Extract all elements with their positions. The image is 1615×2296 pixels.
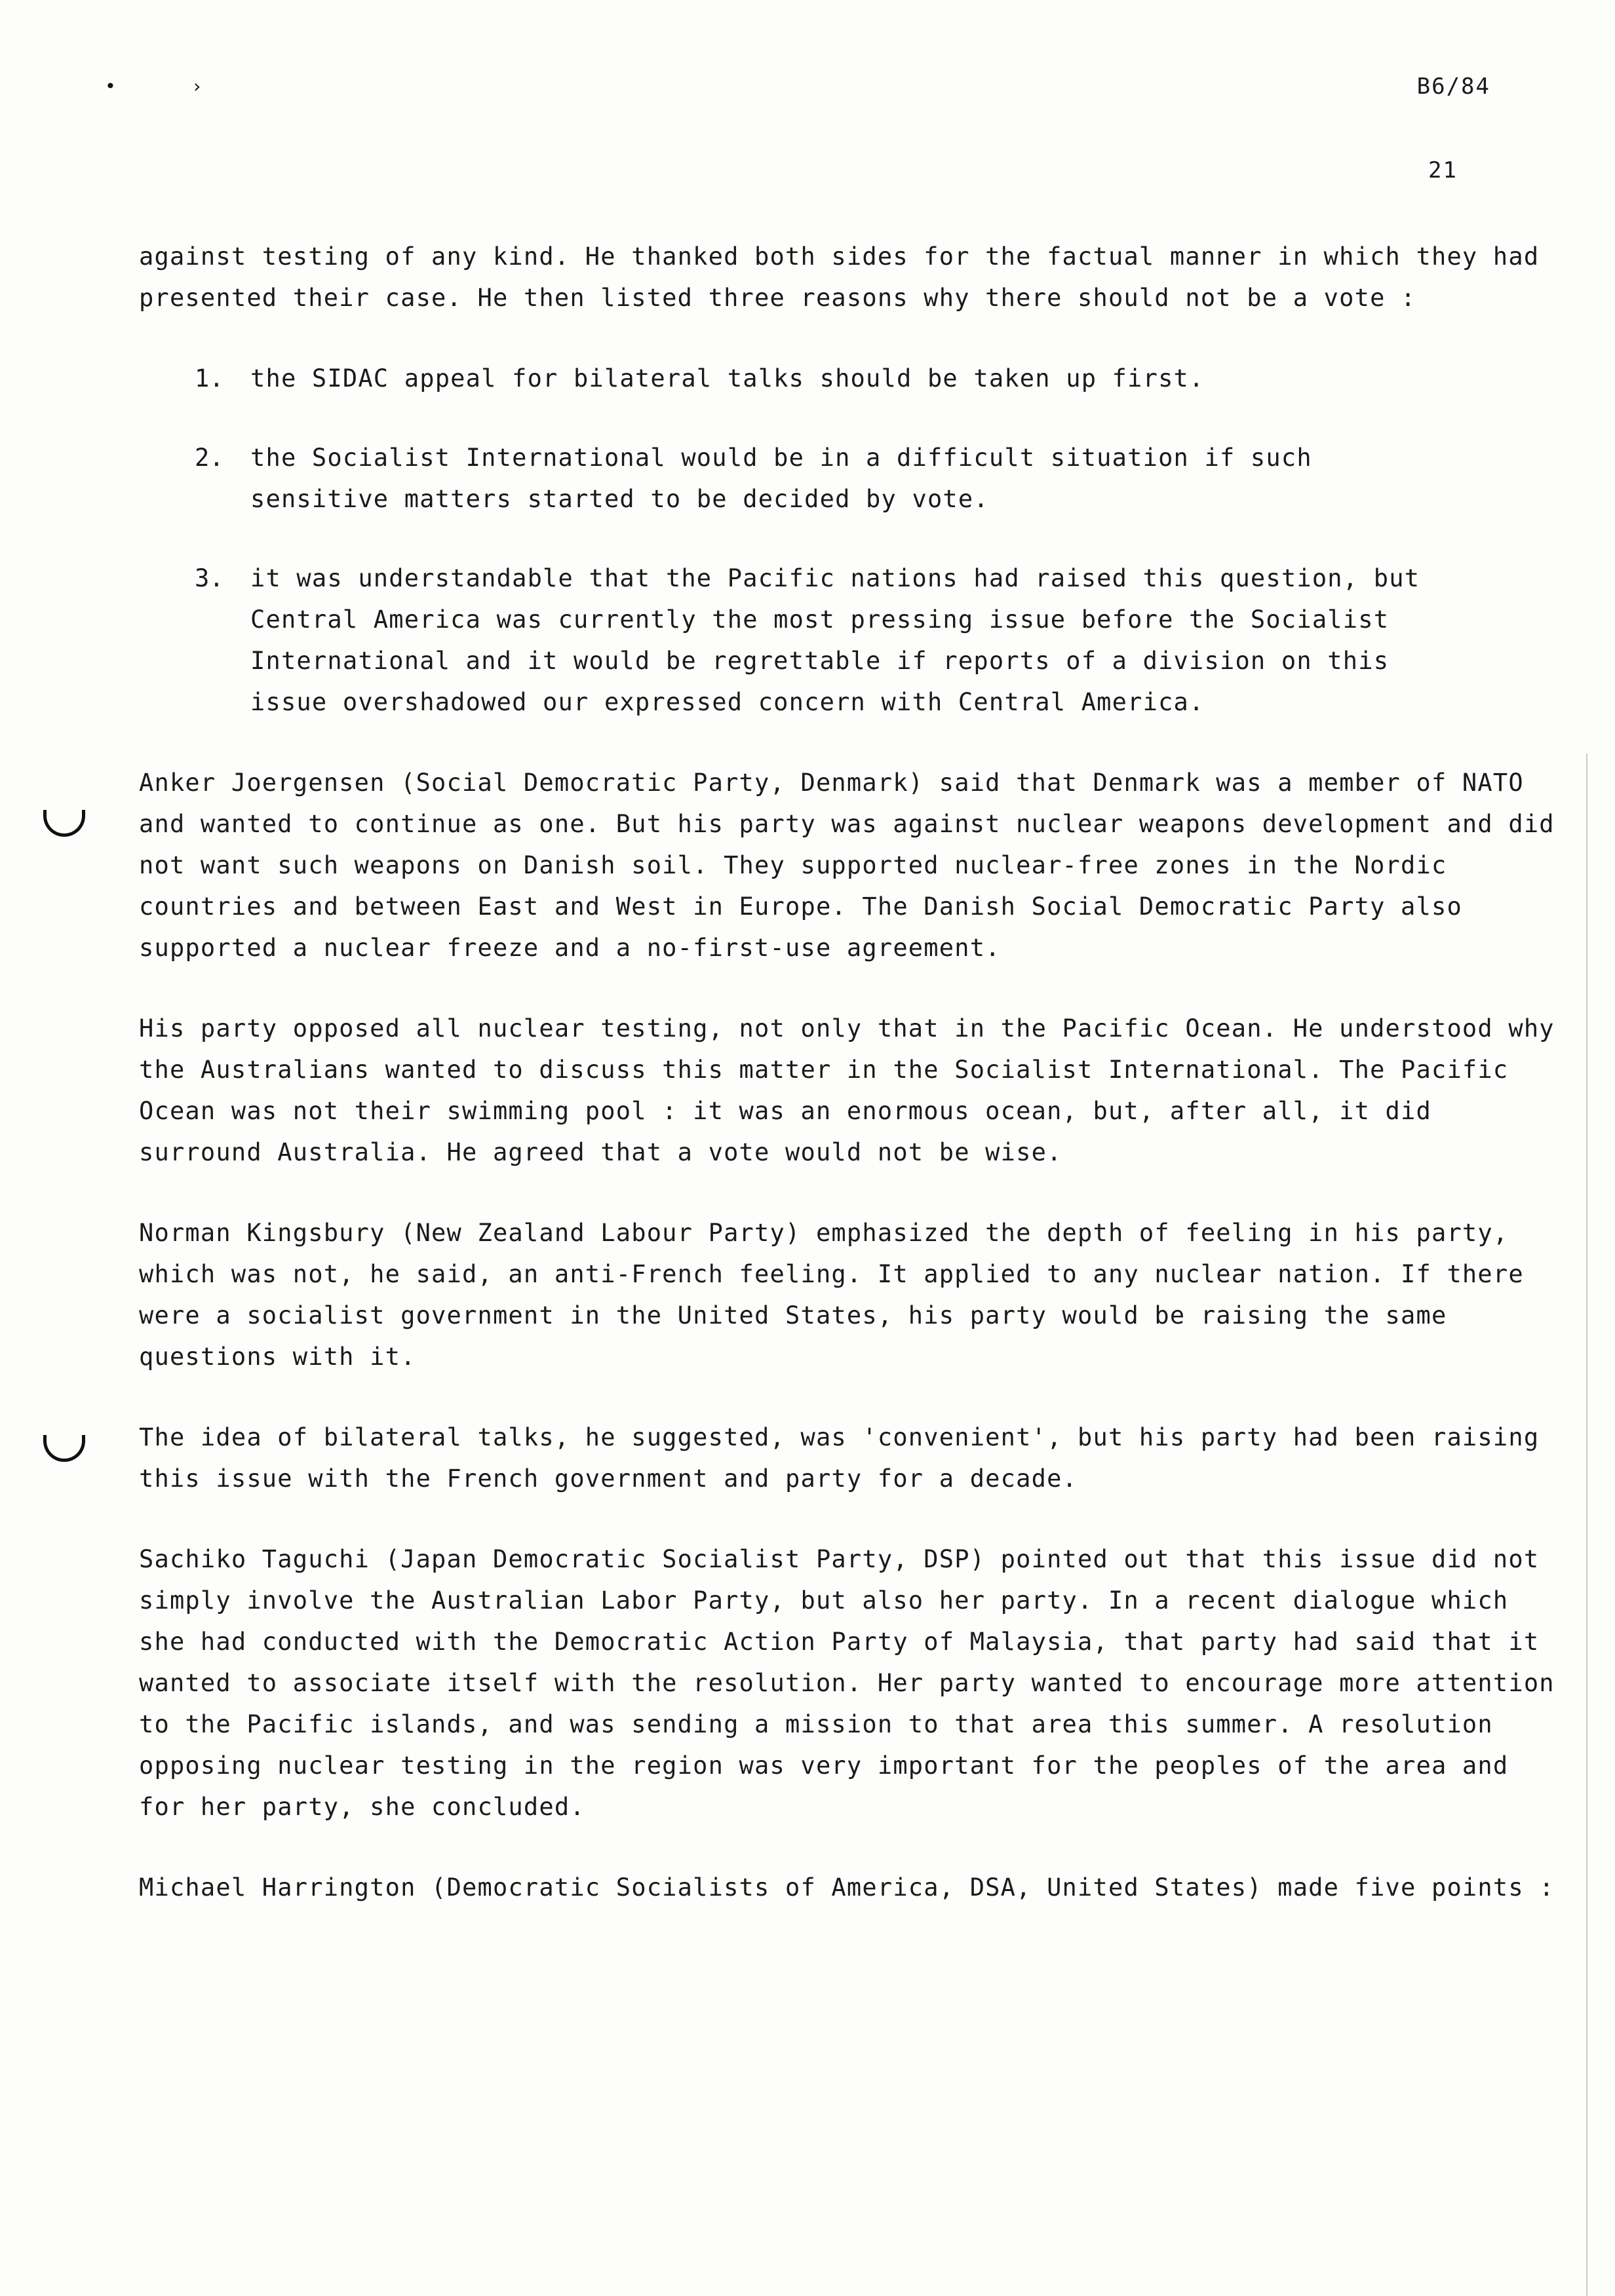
scan-edge-line xyxy=(1586,754,1587,2296)
list-item-text: the Socialist International would be in a difficult situation if such sensitive matters started to be decided by vote. xyxy=(250,444,1312,513)
reasons-list xyxy=(139,358,1555,723)
list-item xyxy=(139,558,1555,723)
taguchi-paragraph: Sachiko Taguchi (Japan Democratic Socialist Party, DSP) pointed out that this issue did not simply involve the Australian Labor Party, but also her party. In a recent dialogue which she had conducted with the Democratic Action Party of Malaysia, that party had said that it wanted to associate itself with the resolution. Her party wanted to encourage more attention to the Pacific islands, and was sending a mission to that area this summer. A resolution opposing nuclear testing in the region was very important for the peoples of the area and for her party, she concluded. xyxy=(139,1545,1555,1821)
page-number: 21 xyxy=(1428,157,1458,183)
list-item-number: 1. xyxy=(195,364,224,392)
testing-paragraph: His party opposed all nuclear testing, not only that in the Pacific Ocean. He understood why the Australians wanted to discuss this matter in the Socialist International. The Pacific Ocean was not their swimming pool : it was an enormous ocean, but, after all, it did surround Australia. He agreed that a vote would not be wise. xyxy=(139,1014,1555,1166)
scan-tick-mark: › xyxy=(191,75,203,97)
kingsbury-paragraph: Norman Kingsbury (New Zealand Labour Party) emphasized the depth of feeling in his party, which was not, he said, an anti-French feeling. It applied to any nuclear nation. If there were a socialist government in the United States, his party would be raising the same questions with it. xyxy=(139,1219,1524,1371)
margin-bracket-mark xyxy=(43,810,85,837)
list-item xyxy=(139,358,1555,399)
list-item-text: it was understandable that the Pacific nations had raised this question, but Central America was currently the most pressing issue before the Socialist International and it would be regrettable if reports of a division on this issue overshadowed our expressed concern with Central America. xyxy=(250,564,1420,716)
list-item xyxy=(139,437,1555,520)
harrington-paragraph: Michael Harrington (Democratic Socialists of America, DSA, United States) made five points : xyxy=(139,1873,1555,1902)
bilateral-paragraph: The idea of bilateral talks, he suggested, was 'convenient', but his party had been raising this issue with the French government and party for a decade. xyxy=(139,1423,1540,1493)
document-body xyxy=(139,236,1555,1947)
list-item-number: 3. xyxy=(195,564,224,592)
list-item-number: 2. xyxy=(195,444,224,472)
joergensen-paragraph: Anker Joergensen (Social Democratic Party, Denmark) said that Denmark was a member of NATO and wanted to continue as one. But his party was against nuclear weapons development and did not want such weapons on Danish soil. They supported nuclear-free zones in the Nordic countries and between East and West in Europe. The Danish Social Democratic Party also supported a nuclear freeze and a no-first-use agreement. xyxy=(139,769,1555,962)
margin-bracket-mark xyxy=(43,1435,85,1462)
intro-paragraph: against testing of any kind. He thanked both sides for the factual manner in which they had presented their case. He then listed three reasons why there should not be a vote : xyxy=(139,242,1540,312)
list-item-text: the SIDAC appeal for bilateral talks should be taken up first. xyxy=(250,364,1205,392)
scan-speck-mark: • xyxy=(105,75,116,97)
document-reference: B6/84 xyxy=(1416,73,1490,100)
